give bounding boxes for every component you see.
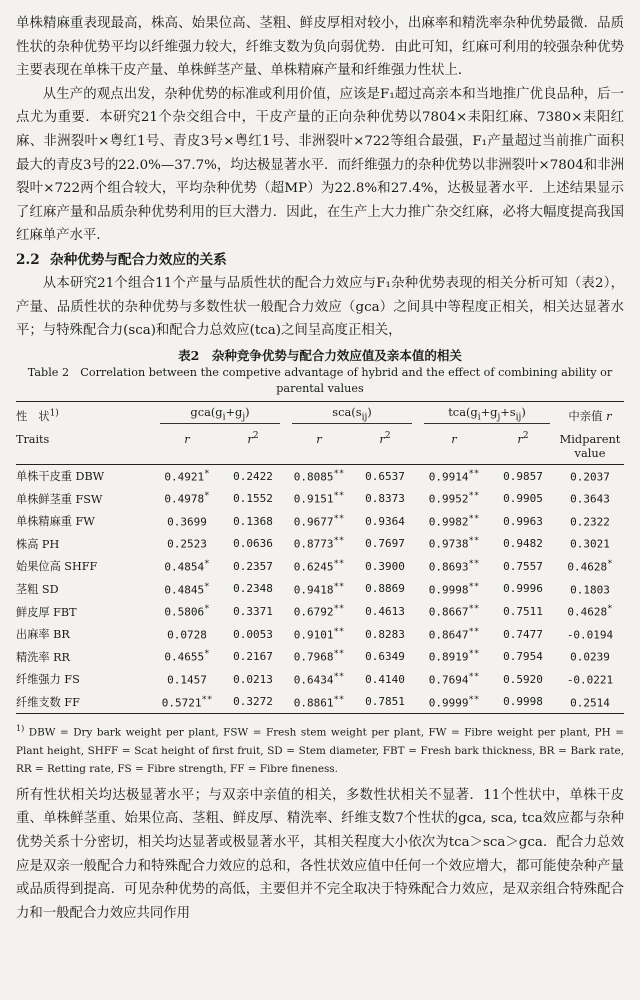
r2-label: r bbox=[517, 431, 523, 446]
gca-r-value: 0.2523 bbox=[167, 538, 207, 552]
gca-r-value: 0.5721 bbox=[161, 696, 202, 710]
midparent-header-r: r bbox=[606, 408, 612, 423]
tca-r-cell bbox=[418, 510, 490, 533]
tca-r2-cell bbox=[490, 668, 556, 691]
tca-r2-value: 0.9963 bbox=[503, 514, 543, 528]
tca-significance: ** bbox=[468, 581, 480, 592]
tca-r-cell bbox=[418, 533, 490, 556]
gca-r-value: 0.4921 bbox=[164, 470, 205, 484]
gca-r2-value: 0.1552 bbox=[233, 492, 273, 506]
tca-r2-cell bbox=[490, 487, 556, 510]
table-row bbox=[16, 510, 624, 533]
tca-r-value: 0.8919 bbox=[428, 651, 469, 665]
tca-r2-cell bbox=[490, 555, 556, 578]
tca-r2-value: 0.7477 bbox=[503, 627, 543, 641]
sca-r-cell bbox=[286, 487, 352, 510]
r2-sup: 2 bbox=[522, 430, 529, 441]
r2-sup: 2 bbox=[384, 430, 391, 441]
midparent-value: 0.0239 bbox=[570, 651, 610, 665]
gca-r2-cell bbox=[220, 464, 286, 487]
midparent-cell bbox=[556, 668, 624, 691]
tca-sub-i: i bbox=[477, 412, 481, 423]
sca-r2-value: 0.4613 bbox=[365, 605, 405, 619]
midparent-cell bbox=[556, 533, 624, 556]
r2-label: r bbox=[247, 431, 253, 446]
r-label: r bbox=[451, 431, 457, 446]
midparent-value: 0.3643 bbox=[570, 492, 610, 506]
table-row bbox=[16, 668, 624, 691]
sca-r-value: 0.8773 bbox=[293, 538, 334, 552]
table-header-row-2 bbox=[16, 424, 624, 446]
table-caption-cn: 表2 杂种竞争优势与配合力效应值及亲本值的相关 bbox=[178, 347, 462, 363]
gca-r2-value: 0.0636 bbox=[233, 537, 273, 551]
sca-r2-cell bbox=[352, 464, 418, 487]
sca-r2-cell bbox=[352, 691, 418, 714]
gca-r2-cell bbox=[220, 555, 286, 578]
midparent-value: 0.4628 bbox=[567, 605, 608, 619]
tca-header-mid2: +s bbox=[500, 405, 516, 420]
tca-r-value: 0.9914 bbox=[428, 470, 469, 484]
sca-r2-cell bbox=[352, 668, 418, 691]
tca-r2-cell bbox=[490, 645, 556, 668]
tca-r-cell bbox=[418, 555, 490, 578]
tca-significance: ** bbox=[468, 649, 480, 660]
gca-significance: * bbox=[204, 468, 210, 479]
trait-cell-cell bbox=[16, 555, 154, 578]
tca-r2-value: 0.9998 bbox=[503, 695, 543, 709]
midparent-value: 0.1803 bbox=[570, 583, 610, 597]
midparent-value: 0.3021 bbox=[570, 538, 610, 552]
sca-r-cell bbox=[286, 668, 352, 691]
table-row bbox=[16, 623, 624, 646]
sca-significance: ** bbox=[333, 604, 345, 615]
tca-r-label bbox=[418, 424, 490, 446]
trait-cell: 单株鲜茎重 FSW bbox=[16, 492, 103, 506]
tca-r-cell bbox=[418, 623, 490, 646]
trait-cell: 始果位高 SHFF bbox=[16, 560, 98, 574]
sca-r-value: 0.8085 bbox=[293, 470, 334, 484]
sca-significance: ** bbox=[333, 694, 345, 705]
section-title: 杂种优势与配合力效应的关系 bbox=[50, 251, 227, 268]
sca-r-value: 0.6792 bbox=[293, 605, 334, 619]
gca-r-value: 0.4978 bbox=[164, 492, 205, 506]
tca-r-value: 0.9999 bbox=[428, 696, 469, 710]
sca-r-cell bbox=[286, 464, 352, 487]
tca-significance: ** bbox=[468, 694, 480, 705]
sca-significance: ** bbox=[333, 513, 345, 524]
gca-sub-i: i bbox=[222, 412, 226, 423]
trait-header bbox=[16, 401, 154, 424]
tca-r2-value: 0.7954 bbox=[503, 650, 543, 664]
trait-cell-cell bbox=[16, 668, 154, 691]
tca-r-value: 0.9998 bbox=[428, 583, 469, 597]
tca-significance: ** bbox=[468, 672, 480, 683]
section-heading bbox=[16, 248, 624, 272]
table-header-row-1 bbox=[16, 401, 624, 424]
tca-r2-cell bbox=[490, 510, 556, 533]
r-label: r bbox=[316, 431, 322, 446]
sca-r-cell bbox=[286, 645, 352, 668]
gca-r-cell bbox=[154, 668, 220, 691]
sca-sub-ij: ij bbox=[361, 412, 368, 423]
gca-r-value: 0.4854 bbox=[164, 560, 205, 574]
tca-r2-value: 0.9905 bbox=[503, 492, 543, 506]
gca-r-cell bbox=[154, 464, 220, 487]
tca-r-cell bbox=[418, 645, 490, 668]
sca-r-cell bbox=[286, 555, 352, 578]
tca-r-value: 0.8667 bbox=[428, 605, 469, 619]
tca-significance: ** bbox=[468, 559, 480, 570]
gca-header-mid: +g bbox=[225, 405, 243, 420]
sca-r2-cell bbox=[352, 623, 418, 646]
tca-r2-value: 0.9482 bbox=[503, 537, 543, 551]
gca-r2-cell bbox=[220, 668, 286, 691]
paragraph-conclusion: 所有性状相关均达极显著水平；与双亲中亲值的相关，多数性状相关不显著．11个性状中，单株干皮重、单株鲜茎重、始果位高、茎粗、鲜皮厚、精洗率、纤维支数7个性状的gca, sca, tca效应都与杂种优势关系十分密切，相关均达显著或极显著水平，其相关程度大小依次为tca＞sca＞gca．配合力总效应是双亲一般配合力和特殊配合力效应的总和，各性状效应值中任何一个效应增大，都可能使杂种产量或品质得到提高．可见杂种优势的高低，主要但并不完全取决于特殊配合力效应，是双亲组合特殊配合力和一般配合力效应共同作用 bbox=[16, 787, 624, 921]
footnote-text: DBW = Dry bark weight per plant, FSW = Fresh stem weight per plant, FW = Fibre weight per plant, PH = Plant height, SHFF = Scat height of first fruit, SD = Stem diameter, FBT = Fresh bark thickness, BR = Bark rate, RR = Retting rate, FS = Fibre strength, FF = Fibre fineness. bbox=[16, 726, 624, 775]
sca-r-value: 0.7968 bbox=[293, 651, 334, 665]
sca-r-cell bbox=[286, 623, 352, 646]
gca-r2-value: 0.3272 bbox=[233, 695, 273, 709]
tca-significance: ** bbox=[468, 513, 480, 524]
gca-significance: * bbox=[204, 604, 210, 615]
sca-significance: ** bbox=[333, 626, 345, 637]
trait-cell: 精洗率 RR bbox=[16, 650, 70, 664]
gca-r-cell bbox=[154, 600, 220, 623]
sca-r2-value: 0.7697 bbox=[365, 537, 405, 551]
table-row bbox=[16, 578, 624, 601]
sca-r2-label bbox=[352, 424, 418, 446]
trait-cell: 茎粗 SD bbox=[16, 582, 59, 596]
gca-r2-value: 0.2167 bbox=[233, 650, 273, 664]
gca-header bbox=[154, 401, 286, 424]
midparent-cell bbox=[556, 555, 624, 578]
paragraph-correlation: 从本研究21个组合11个产量与品质性状的配合力效应与F₁杂种优势表现的相关分析可知（表2），产量、品质性状的杂种优势与多数性状一般配合力效应（gca）之间具中等程度正相关，相关达显著水平；与特殊配合力(sca)和配合力总效应(tca)之间呈高度正相关， bbox=[16, 275, 624, 339]
table-row bbox=[16, 487, 624, 510]
table-row bbox=[16, 464, 624, 487]
tca-r-value: 0.7694 bbox=[428, 673, 469, 687]
gca-r-value: 0.4845 bbox=[164, 583, 205, 597]
gca-r2-value: 0.2422 bbox=[233, 469, 273, 483]
sca-significance: ** bbox=[333, 649, 345, 660]
gca-r-value: 0.5806 bbox=[164, 605, 205, 619]
trait-header-cn: 性 状 bbox=[16, 409, 50, 423]
midparent-cell bbox=[556, 600, 624, 623]
sca-header-text: sca(s bbox=[332, 405, 362, 420]
trait-header-note: 1) bbox=[49, 407, 59, 418]
tca-r-cell bbox=[418, 487, 490, 510]
midparent-value: 0.2514 bbox=[570, 696, 610, 710]
gca-r2-cell bbox=[220, 578, 286, 601]
trait-cell-cell bbox=[16, 510, 154, 533]
gca-r2-label bbox=[220, 424, 286, 446]
trait-cell: 鲜皮厚 FBT bbox=[16, 605, 77, 619]
gca-r-label bbox=[154, 424, 220, 446]
trait-cell: 纤维支数 FF bbox=[16, 695, 80, 709]
sca-r2-value: 0.8373 bbox=[365, 492, 405, 506]
tca-r-cell bbox=[418, 600, 490, 623]
sca-r-value: 0.6434 bbox=[293, 673, 334, 687]
sca-r2-value: 0.4140 bbox=[365, 672, 405, 686]
trait-cell-cell bbox=[16, 645, 154, 668]
sca-r-value: 0.8861 bbox=[293, 696, 334, 710]
gca-header-end: ) bbox=[245, 405, 250, 420]
sca-r2-cell bbox=[352, 533, 418, 556]
trait-cell: 单株精麻重 FW bbox=[16, 515, 95, 529]
tca-significance: ** bbox=[468, 491, 480, 502]
trait-cell-cell bbox=[16, 533, 154, 556]
tca-r-value: 0.8693 bbox=[428, 560, 469, 574]
gca-r2-cell bbox=[220, 510, 286, 533]
sca-r2-value: 0.6349 bbox=[365, 650, 405, 664]
tca-r-cell bbox=[418, 578, 490, 601]
sca-r-value: 0.9101 bbox=[293, 628, 334, 642]
midparent-cell bbox=[556, 510, 624, 533]
gca-r2-cell bbox=[220, 645, 286, 668]
gca-r-cell bbox=[154, 691, 220, 714]
trait-header-en: Traits bbox=[16, 432, 50, 446]
gca-header-text: gca(g bbox=[190, 405, 223, 420]
midparent-value: 0.2322 bbox=[570, 515, 610, 529]
tca-r-cell bbox=[418, 691, 490, 714]
midparent-value: 0.2037 bbox=[570, 470, 610, 484]
trait-cell-cell bbox=[16, 623, 154, 646]
sca-r-cell bbox=[286, 691, 352, 714]
gca-r-value: 0.1457 bbox=[167, 673, 207, 687]
sca-r-value: 0.9418 bbox=[293, 583, 334, 597]
gca-r2-cell bbox=[220, 487, 286, 510]
tca-sub-j: j bbox=[497, 412, 501, 423]
r2-label: r bbox=[379, 431, 385, 446]
gca-r2-cell bbox=[220, 623, 286, 646]
tca-r2-value: 0.5920 bbox=[503, 672, 543, 686]
midparent-cell bbox=[556, 578, 624, 601]
gca-r-cell bbox=[154, 510, 220, 533]
trait-cell-cell bbox=[16, 600, 154, 623]
sca-r2-value: 0.9364 bbox=[365, 514, 405, 528]
midparent-value: -0.0221 bbox=[566, 673, 614, 687]
gca-r2-value: 0.1368 bbox=[233, 514, 273, 528]
sca-r-value: 0.9677 bbox=[293, 515, 334, 529]
tca-header-mid: +g bbox=[480, 405, 498, 420]
tca-r2-label bbox=[490, 424, 556, 446]
tca-r2-value: 0.7557 bbox=[503, 559, 543, 573]
midparent-header-en1: Midparent bbox=[559, 431, 621, 446]
gca-r-value: 0.4655 bbox=[164, 651, 205, 665]
sca-r2-value: 0.3900 bbox=[365, 559, 405, 573]
sca-r2-cell bbox=[352, 487, 418, 510]
midparent-significance: * bbox=[607, 604, 613, 615]
tca-r2-cell bbox=[490, 533, 556, 556]
sca-r-label bbox=[286, 424, 352, 446]
gca-r2-value: 0.0053 bbox=[233, 627, 273, 641]
sca-significance: ** bbox=[333, 536, 345, 547]
sca-r-cell bbox=[286, 533, 352, 556]
gca-r2-cell bbox=[220, 691, 286, 714]
tca-header bbox=[418, 401, 556, 424]
table-row bbox=[16, 555, 624, 578]
tca-significance: ** bbox=[468, 604, 480, 615]
midparent-significance: * bbox=[607, 559, 613, 570]
midparent-header bbox=[556, 401, 624, 424]
correlation-table bbox=[16, 401, 624, 715]
tca-r2-cell bbox=[490, 578, 556, 601]
gca-r-cell bbox=[154, 623, 220, 646]
footnote-mark: 1) bbox=[16, 724, 25, 734]
midparent-cell bbox=[556, 623, 624, 646]
trait-cell-cell bbox=[16, 578, 154, 601]
trait-cell-cell bbox=[16, 691, 154, 714]
table-header-row-3 bbox=[16, 446, 624, 465]
tca-r-cell bbox=[418, 668, 490, 691]
section-number: 2.2 bbox=[16, 251, 40, 268]
trait-cell-cell bbox=[16, 487, 154, 510]
sca-r2-value: 0.6537 bbox=[365, 469, 405, 483]
sca-r2-cell bbox=[352, 645, 418, 668]
trait-cell: 单株干皮重 DBW bbox=[16, 470, 105, 484]
sca-r-value: 0.9151 bbox=[293, 492, 334, 506]
gca-sub-j: j bbox=[242, 412, 246, 423]
trait-cell: 出麻率 BR bbox=[16, 628, 70, 642]
sca-r-cell bbox=[286, 600, 352, 623]
sca-r2-value: 0.7851 bbox=[365, 695, 405, 709]
table-row bbox=[16, 533, 624, 556]
gca-significance: * bbox=[204, 649, 210, 660]
tca-r2-value: 0.7511 bbox=[503, 605, 543, 619]
trait-cell-cell bbox=[16, 464, 154, 487]
gca-r-value: 0.3699 bbox=[167, 515, 207, 529]
tca-header-end: ) bbox=[521, 405, 526, 420]
sca-header-end: ) bbox=[367, 405, 372, 420]
gca-r2-value: 0.2357 bbox=[233, 559, 273, 573]
gca-r2-value: 0.0213 bbox=[233, 672, 273, 686]
gca-r-value: 0.0728 bbox=[167, 628, 207, 642]
midparent-cell bbox=[556, 487, 624, 510]
tca-r-value: 0.9952 bbox=[428, 492, 469, 506]
gca-r-cell bbox=[154, 578, 220, 601]
paragraph-production-viewpoint: 从生产的观点出发，杂种优势的标准或利用价值，应该是F₁超过高亲本和当地推广优良品种，后一点尤为重要．本研究21个杂交组合中，干皮产量的正向杂种优势以7804×耒阳红麻、7380×耒阳红麻、非洲裂叶×粤红1号、青皮3号×粤红1号、非洲裂叶×722等组合最强，F₁产量超过当前推广面积最大的青皮3号的22.0%—37.7%，均达极显著水平．而纤维强力的杂种优势以非洲裂叶×7804和非洲裂叶×722两个组合较大，平均杂种优势（超MP）为22.8%和27.4%，达极显著水平．上述结果显示了红麻产量和品质杂种优势利用的巨大潜力．因此，在生产上大力推广杂交红麻，必将大幅度提高我国红麻单产水平． bbox=[16, 86, 624, 244]
tca-significance: ** bbox=[468, 468, 480, 479]
tca-significance: ** bbox=[468, 626, 480, 637]
sca-header bbox=[286, 401, 418, 424]
table-row bbox=[16, 645, 624, 668]
gca-significance: * bbox=[204, 581, 210, 592]
gca-r-cell bbox=[154, 645, 220, 668]
midparent-header-en2: value bbox=[556, 446, 624, 465]
gca-r2-cell bbox=[220, 600, 286, 623]
sca-r2-value: 0.8869 bbox=[365, 582, 405, 596]
sca-r-cell bbox=[286, 510, 352, 533]
midparent-cell bbox=[556, 691, 624, 714]
gca-r-cell bbox=[154, 533, 220, 556]
sca-r2-cell bbox=[352, 510, 418, 533]
table-body bbox=[16, 464, 624, 714]
tca-r-value: 0.9982 bbox=[428, 515, 469, 529]
sca-significance: ** bbox=[333, 491, 345, 502]
sca-significance: ** bbox=[333, 468, 345, 479]
tca-r2-cell bbox=[490, 623, 556, 646]
tca-r2-cell bbox=[490, 691, 556, 714]
tca-significance: ** bbox=[468, 536, 480, 547]
sca-r-value: 0.6245 bbox=[293, 560, 334, 574]
midparent-header-cn: 中亲值 bbox=[568, 408, 603, 423]
gca-significance: * bbox=[204, 559, 210, 570]
midparent-value: 0.4628 bbox=[567, 560, 608, 574]
table-caption-en: Table 2 Correlation between the competive advantage of hybrid and the effect of combining ability or parental values bbox=[27, 365, 613, 395]
tca-r2-cell bbox=[490, 464, 556, 487]
sca-r-cell bbox=[286, 578, 352, 601]
table-row bbox=[16, 600, 624, 623]
sca-r2-cell bbox=[352, 555, 418, 578]
midparent-cell bbox=[556, 645, 624, 668]
sca-r2-cell bbox=[352, 578, 418, 601]
tca-r2-value: 0.9996 bbox=[503, 582, 543, 596]
gca-r2-cell bbox=[220, 533, 286, 556]
sca-r2-cell bbox=[352, 600, 418, 623]
gca-significance: * bbox=[204, 491, 210, 502]
table-footnote bbox=[16, 720, 624, 777]
tca-r2-value: 0.9857 bbox=[503, 469, 543, 483]
r2-sup: 2 bbox=[252, 430, 259, 441]
trait-cell: 纤维强力 FS bbox=[16, 673, 80, 687]
gca-r-cell bbox=[154, 487, 220, 510]
gca-r2-value: 0.2348 bbox=[233, 582, 273, 596]
trait-cell: 株高 PH bbox=[16, 537, 60, 551]
sca-r2-value: 0.8283 bbox=[365, 627, 405, 641]
sca-significance: ** bbox=[333, 581, 345, 592]
tca-r-value: 0.8647 bbox=[428, 628, 469, 642]
r-label: r bbox=[184, 431, 190, 446]
table-row bbox=[16, 691, 624, 714]
sca-significance: ** bbox=[333, 559, 345, 570]
sca-significance: ** bbox=[333, 672, 345, 683]
gca-r2-value: 0.3371 bbox=[233, 605, 273, 619]
tca-sub-ij: ij bbox=[515, 412, 522, 423]
tca-r-cell bbox=[418, 464, 490, 487]
gca-r-cell bbox=[154, 555, 220, 578]
tca-header-text: tca(g bbox=[448, 405, 478, 420]
midparent-cell bbox=[556, 464, 624, 487]
tca-r-value: 0.9738 bbox=[428, 538, 469, 552]
tca-r2-cell bbox=[490, 600, 556, 623]
gca-significance: ** bbox=[201, 694, 213, 705]
midparent-value: -0.0194 bbox=[566, 628, 614, 642]
paragraph-continued: 单株精麻重表现最高，株高、始果位高、茎粗、鲜皮厚相对较小，出麻率和精洗率杂种优势最微．品质性状的杂种优势平均以纤维强力较大，纤维支数为负向弱优势．由此可知，红麻可利用的较强杂种优势主要表现在单株干皮产量、单株鲜茎产量、单株精麻产量和纤维强力性状上． bbox=[16, 16, 624, 79]
